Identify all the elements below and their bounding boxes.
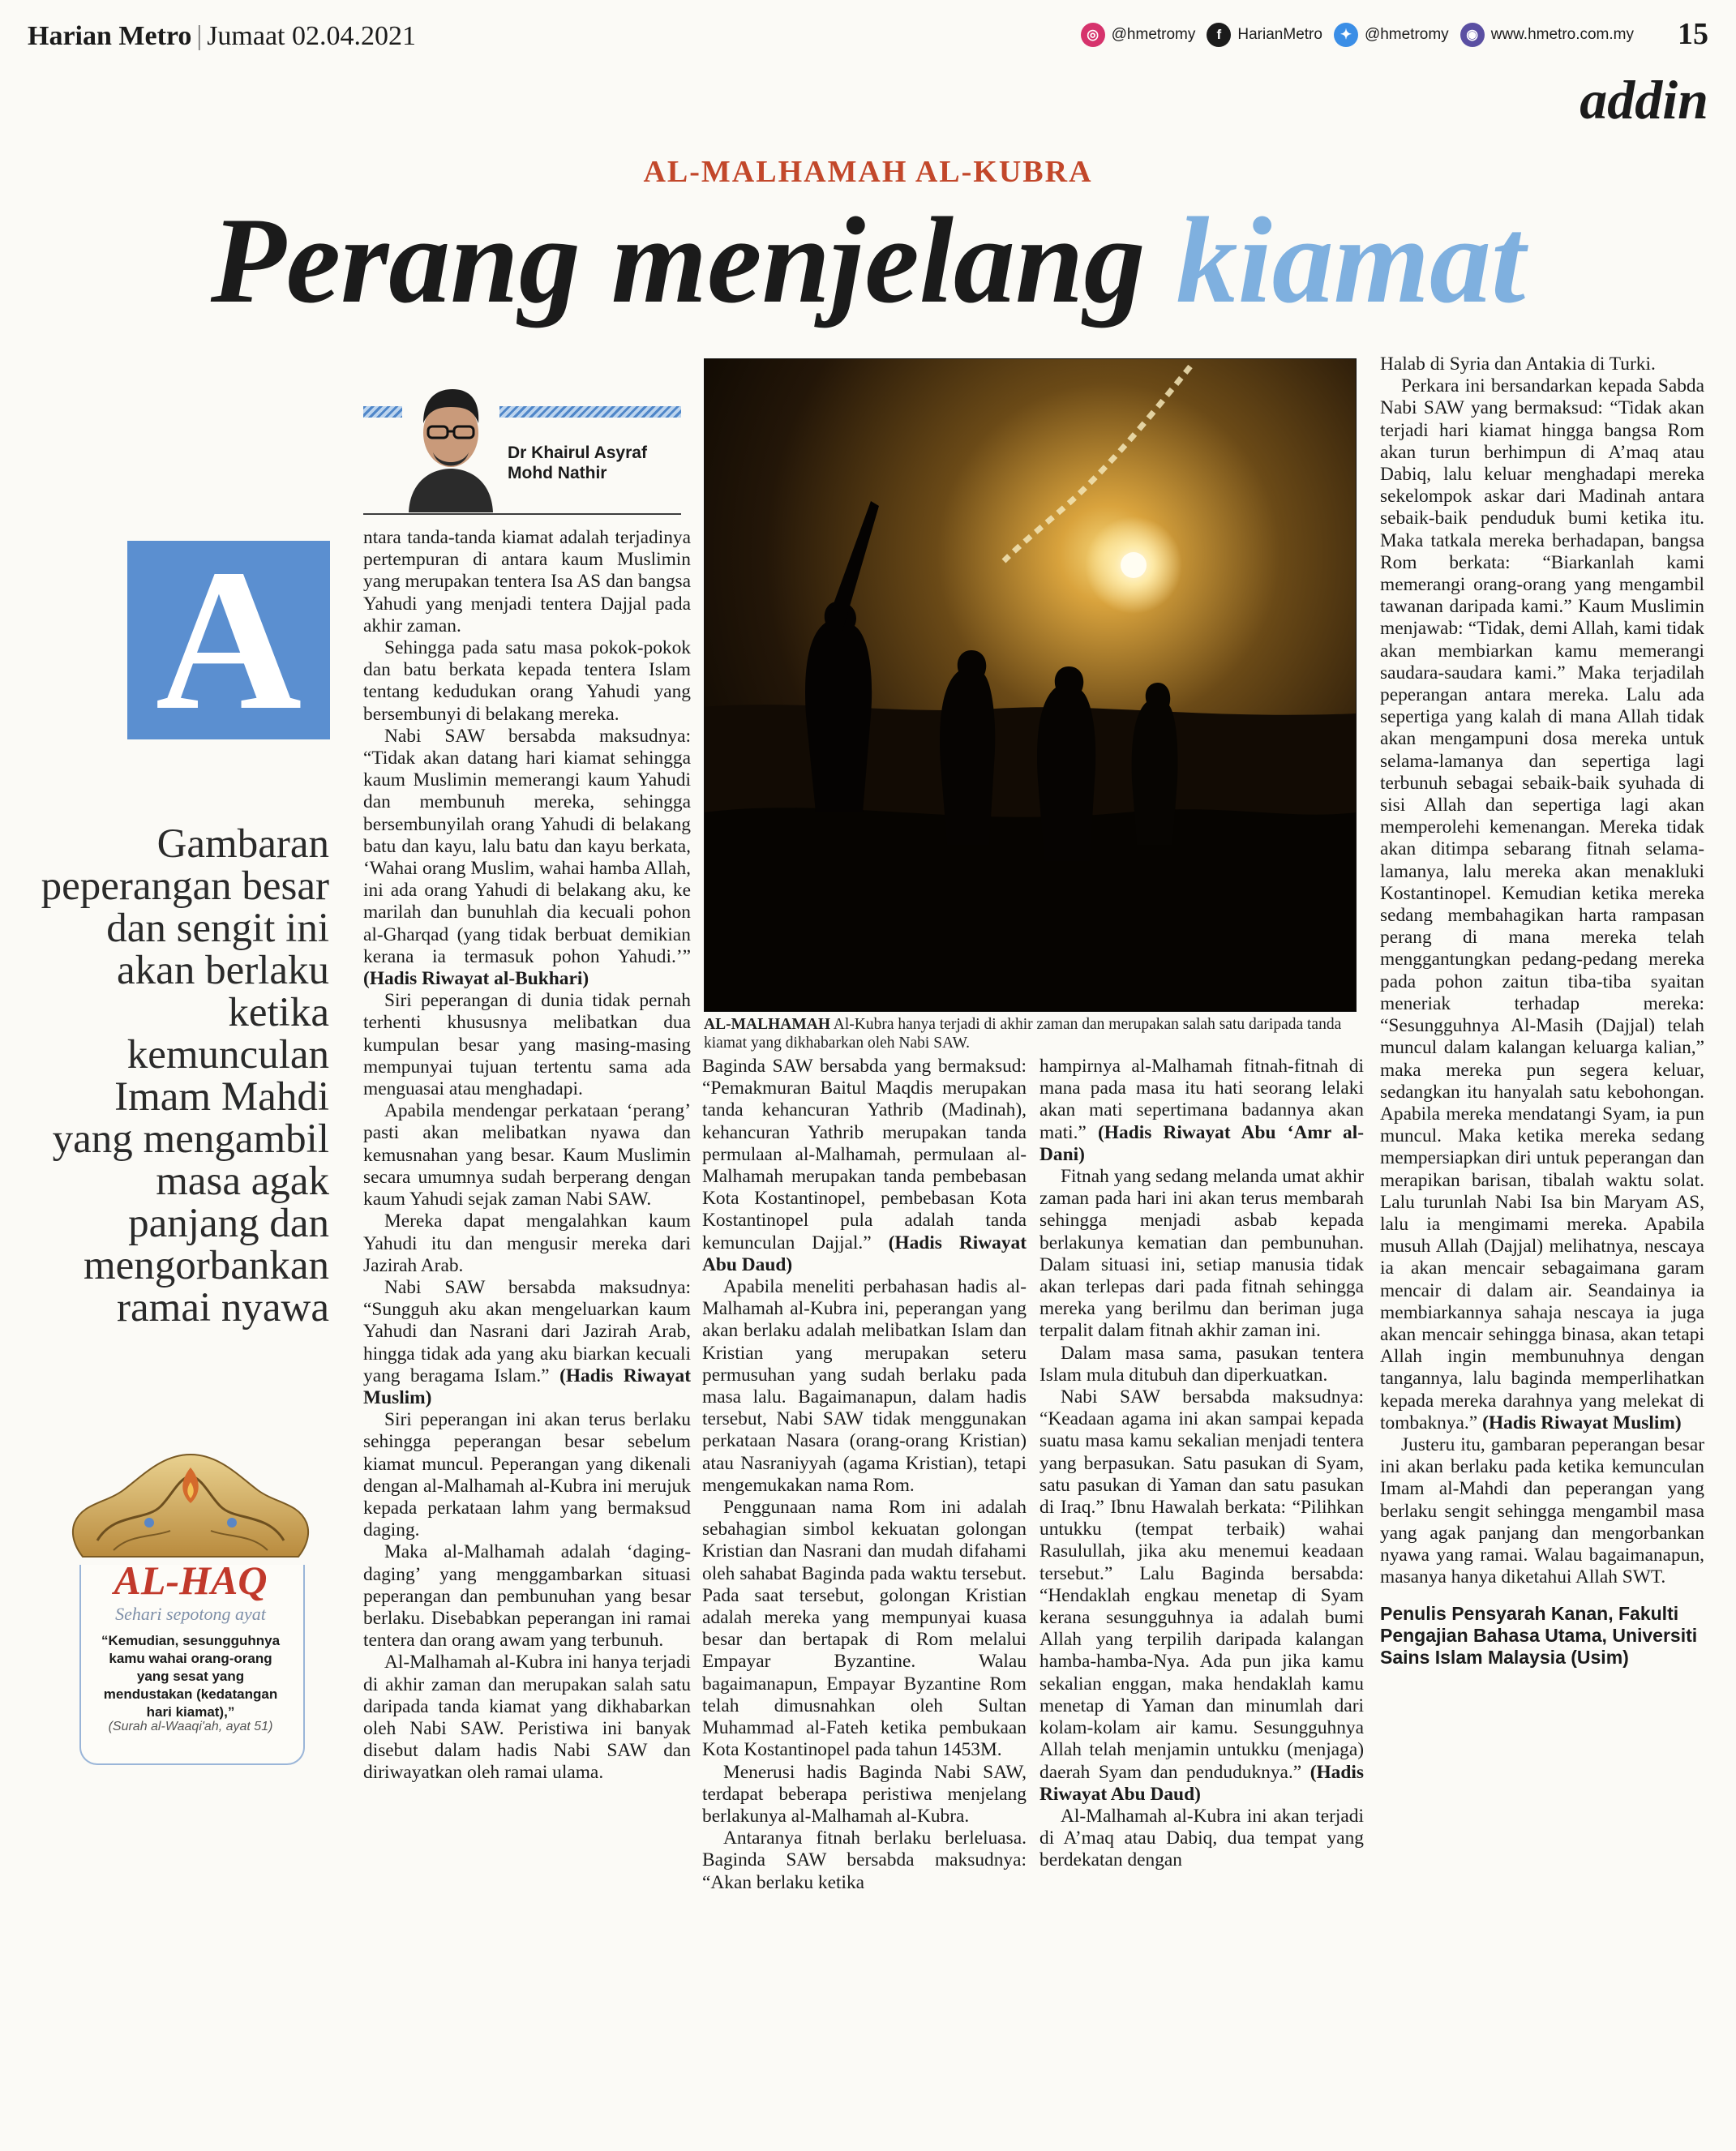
alhaq-verse: “Kemudian, sesungguhnya kamu wahai orang-orang yang sesat yang mendustakan (kedatangan hari kiamat),” — [101, 1633, 281, 1720]
article-column-3 — [1039, 1056, 1364, 2103]
issue-date: Jumaat 02.04.2021 — [207, 21, 416, 51]
paper-name: Harian Metro — [28, 21, 192, 51]
author-byline: Penulis Pensyarah Kanan, Fakulti Pengajian Bahasa Utama, Universiti Sains Islam Malaysia (Usim) — [1380, 1603, 1698, 1669]
caption-text: Al-Kubra hanya terjadi di akhir zaman dan merupakan salah satu daripada tanda kiamat yang dikhabarkan oleh Nabi SAW. — [704, 1016, 1342, 1052]
paragraph: Fitnah yang sedang melanda umat akhir zaman pada hari ini akan terus membarah sehingga menjadi asbab kepada berlakunya kematian dan pembunuhan. Dalam situasi ini, setiap manusia tidak akan terlepas dari pada fitnah sehingga mereka yang berilmu dan beriman juga terpalit dalam fitnah akhir zaman ini. — [1039, 1166, 1364, 1342]
social-label: @hmetromy — [1111, 26, 1196, 43]
paragraph: Nabi SAW bersabda maksudnya: “Sungguh aku akan mengeluarkan kaum Yahudi dan Nasrani dari Jazirah Arab, hingga tidak ada yang aku biarkan kecuali yang beragama Islam.” (Hadis Riwayat Muslim) — [363, 1276, 691, 1408]
paragraph: Mereka dapat mengalahkan kaum Yahudi itu dan mengusir mereka dari Jazirah Arab. — [363, 1210, 691, 1276]
article-photo — [704, 358, 1357, 1012]
social-website — [1460, 23, 1634, 47]
alhaq-subtitle: Sehari sepotong ayat — [115, 1604, 266, 1624]
caption-lead: AL-MALHAMAH — [704, 1016, 830, 1033]
alhaq-box — [65, 1443, 316, 1776]
masthead-separator: | — [196, 21, 203, 51]
section-name: addin — [1580, 69, 1708, 131]
photo-caption — [704, 1015, 1357, 1052]
paragraph: Penggunaan nama Rom ini adalah sebahagian simbol kekuatan golongan Kristian dan Nasrani dan mudah difahami oleh sahabat Baginda pada waktu tersebut. Pada saat tersebut, golongan Kristian adalah mereka yang mempunyai kuasa besar dan bertapak di Rom melalui Empayar Byzantine. Walau bagaimanapun, Empayar Byzantine Rom telah dimusnahkan oleh Sultan Muhammad al-Fateh ketika pembukaan Kota Kostantinopel pada tahun 1453M. — [702, 1497, 1027, 1761]
kicker: AL-MALHAMAH AL-KUBRA — [643, 155, 1093, 189]
twitter-icon: ✦ — [1334, 23, 1358, 47]
headline — [0, 193, 1736, 328]
pull-quote: Gambaran peperangan besar dan sengit ini akan berlaku ketika kemunculan Imam Mahdi yang mengambil masa agak panjang dan mengorbankan ramai nyawa — [41, 821, 329, 1330]
paragraph: Justeru itu, gambaran peperangan besar ini akan berlaku pada ketika kemunculan Imam al-Mahdi dan peperangan yang berlaku sengit sehingga mengambil masa yang agak panjang dan mengorbankan nyawa yang ramai. Walau bagaimanapun, masanya hanya diketahui Allah SWT. — [1380, 1433, 1704, 1588]
paragraph: Maka al-Malhamah adalah ‘daging-daging’ yang menggambarkan situasi peperangan dan pembunuhan yang besar berlaku. Disebabkan peperangan ini ramai tentera dan orang awam yang terbunuh. — [363, 1541, 691, 1652]
social-instagram — [1081, 23, 1196, 47]
headline-main: Perang menjelang — [210, 192, 1146, 328]
facebook-icon: f — [1207, 23, 1231, 47]
paragraph: Siri peperangan di dunia tidak pernah terhenti khususnya melibatkan dua kumpulan besar yang masing-masing mempunyai tujuan tertentu sama ada menguasai atau menghadapi. — [363, 990, 691, 1100]
instagram-icon: ◎ — [1081, 23, 1105, 47]
social-label: @hmetromy — [1364, 26, 1449, 43]
paragraph: Al-Malhamah al-Kubra ini akan terjadi di A’maq atau Dabiq, dua tempat yang berdekatan dengan — [1039, 1805, 1364, 1871]
social-facebook — [1207, 23, 1322, 47]
paragraph: Baginda SAW bersabda yang bermaksud: “Pemakmuran Baitul Maqdis merupakan tanda kehancuran Yathrib (Madinah), kehancuran Yathrib merupakan tanda permulaan al-Malhamah, permulaan al-Malhamah merupakan tanda pembebasan Kota Kostantinopel, pembebasan Kota Kostantinopel pula adalah tanda kemunculan Dajjal.” (Hadis Riwayat Abu Daud) — [702, 1056, 1027, 1275]
globe-icon: ◉ — [1460, 23, 1485, 47]
author-name: Dr Khairul Asyraf Mohd Nathir — [508, 443, 647, 482]
paragraph: Nabi SAW bersabda maksudnya: “Tidak akan datang hari kiamat sehingga kaum Muslimin memerangi kaum Yahudi dan membunuh mereka, sehingga bersembunyilah orang Yahudi di belakang batu dan kayu, lalu batu dan kayu berkata, ‘Wahai orang Muslim, wahai hamba Allah, ini ada orang Yahudi di belakang aku, ke marilah dan bunuhlah dia kecuali pohon al-Gharqad (yang tidak berbuat demikian kerana ia termasuk pohon Yahudi.’” (Hadis Riwayat al-Bukhari) — [363, 725, 691, 990]
author-rule — [363, 513, 681, 515]
masthead — [28, 21, 416, 52]
alhaq-source: (Surah al-Waaqi'ah, ayat 51) — [108, 1720, 273, 1733]
paragraph: Perkara ini bersandarkan kepada Sabda Nabi SAW yang bermaksud: “Tidak akan terjadi hari kiamat hingga bangsa Rom akan turun berhimpun di A’maq atau Dabiq, lalu keluar menghadapi mereka sekelompok askar dari Madinah antara sebaik-baik penduduk bumi ketika itu. Maka tatkala mereka berhadapan, bangsa Rom berkata: “Biarkanlah kami memerangi orang-orang yang mengambil tawanan daripada kami.” Kaum Muslimin menjawab: “Tidak, demi Allah, kami tidak akan membiarkan kamu memerangi saudara-saudara kami.” Maka terjadilah peperangan antara mereka. Lalu ada sepertiga yang kalah di mana Allah tidak akan mengampuni dosa mereka untuk selama-lamanya dan sepertiga lagi terbunuh sebagai sebaik-baik syuhada di sisi Allah dan sepertiga lagi akan memperolehi kemenangan. Mereka tidak akan ditimpa sebarang fitnah selama-lamanya, lalu mereka akan menakluki Kostantinopel. Kemudian ketika mereka sedang membahagikan harta rampasan perang di mana mereka telah menggantungkan pedang-pedang mereka pada pohon zaitun tiba-tiba syaitan meneriak terhadap mereka: “Sesungguhnya Al-Masih (Dajjal) telah muncul dalam kalangan keluarga kalian,” maka mereka pun segera keluar, sedangkan itu hanyalah satu kebohongan. Apabila mereka mendatangi Syam, ia pun muncul. Maka ketika mereka sedang mempersiapkan diri untuk peperangan dan merapikan barisan, tibalah waktu solat. Lalu turunlah Nabi Isa bin Maryam AS, lalu ia mengimami mereka. Apabila musuh Allah (Dajjal) melihatnya, nescaya ia akan mencair sebagaimana garam mencair di dalam air. Seandainya ia membiarkannya sahaja nescaya ia juga akan mencair sehingga binasa, akan tetapi Allah ingin membunuhnya dengan tangannya, lalu baginda memperlihatkan kepada mereka darahnya yang melekat di tombaknya.” (Hadis Riwayat Muslim) — [1380, 375, 1704, 1433]
paragraph: Menerusi hadis Baginda Nabi SAW, terdapat beberapa peristiwa menjelang berlakunya al-Malhamah al-Kubra. — [702, 1761, 1027, 1827]
article-column-2 — [702, 1056, 1027, 2103]
article-column-4 — [1380, 354, 1704, 2103]
paragraph: Dalam masa sama, pasukan tentera Islam mula ditubuh dan diperkuatkan. — [1039, 1342, 1364, 1386]
social-twitter — [1334, 23, 1449, 47]
drop-cap: A — [127, 541, 330, 739]
social-links — [1081, 23, 1634, 47]
paragraph: Nabi SAW bersabda maksudnya: “Keadaan agama ini akan sampai kepada suatu masa kamu sekalian menjadi tentera yang berpasukan. Satu pasukan di Syam, satu pasukan di Yaman dan satu pasukan di Iraq.” Ibnu Hawalah berkata: “Pilihkan untukku (tempat terbaik) wahai Rasulullah, jika aku menemui keadaan tersebut.” Lalu Baginda bersabda: “Hendaklah engkau menetap di Syam kerana sesungguhnya ia adalah bumi Allah yang terpilih daripada kalangan hamba-hamba-Nya. Ada pun jika kamu sekalian enggan, maka hendaklah kamu menetap di Yaman dan minumlah dari kolam-kolam air kamu. Sesungguhnya Allah telah menjamin untukku (menjaga) daerah Syam dan penduduknya.” (Hadis Riwayat Abu Daud) — [1039, 1386, 1364, 1805]
paragraph: Apabila mendengar perkataan ‘perang’ pasti akan melibatkan nyawa dan kemusnahan yang besar. Kaum Muslimin secara umumnya sudah berperang dengan kaum Yahudi sejak zaman Nabi SAW. — [363, 1100, 691, 1210]
alhaq-title: AL-HAQ — [114, 1558, 268, 1603]
paragraph: Al-Malhamah al-Kubra ini hanya terjadi di akhir zaman dan merupakan salah satu daripada tanda kiamat yang dikhabarkan oleh Nabi SAW. Peristiwa ini banyak disebut dalam hadis Nabi SAW dan diriwayatkan oleh ramai ulama. — [363, 1652, 691, 1784]
social-label: www.hmetro.com.my — [1490, 26, 1634, 43]
paragraph: Antaranya fitnah berlaku berleluasa. Baginda SAW bersabda maksudnya: “Akan berlaku ketika — [702, 1827, 1027, 1893]
paragraph: Sehingga pada satu masa pokok-pokok dan batu berkata kepada tentera Islam tentang kedudukan orang Yahudi yang bersembunyi di belakang mereka. — [363, 637, 691, 725]
paragraph: Siri peperangan ini akan terus berlaku sehingga peperangan besar sebelum kiamat muncul. Peperangan yang dikenali dengan al-Malhamah al-Kubra ini merujuk kepada perkataan lahm yang bermaksud daging. — [363, 1409, 691, 1541]
article-column-1 — [363, 527, 691, 2103]
author-photo — [402, 375, 499, 512]
ornament-icon — [65, 1443, 316, 1565]
page-number: 15 — [1678, 17, 1708, 51]
headline-accent: kiamat — [1176, 192, 1526, 328]
paragraph: hampirnya al-Malhamah fitnah-fitnah di mana pada masa itu hati seorang lelaki akan mati sepertimana badannya akan mati.” (Hadis Riwayat Abu ‘Amr al-Dani) — [1039, 1056, 1364, 1165]
paragraph: Halab di Syria dan Antakia di Turki. — [1380, 354, 1656, 375]
paragraph: Apabila meneliti perbahasan hadis al-Malhamah al-Kubra ini, peperangan yang akan berlaku adalah melibatkan Islam dan Kristian yang merupakan seteru permusuhan yang sudah berlaku pada masa lalu. Bagaimanapun, dalam hadis tersebut, Nabi SAW tidak menggunakan perkataan Nasara (orang-orang Kristian) atau Nasraniyyah (agama Kristian), tetapi mengemukakan nama Rom. — [702, 1276, 1027, 1496]
paragraph: ntara tanda-tanda kiamat adalah terjadinya pertempuran di antara kaum Muslimin yang merupakan tentera Isa AS dan bangsa Yahudi yang menjadi tentera Dajjal pada akhir zaman. — [363, 527, 691, 636]
social-label: HarianMetro — [1237, 26, 1322, 43]
